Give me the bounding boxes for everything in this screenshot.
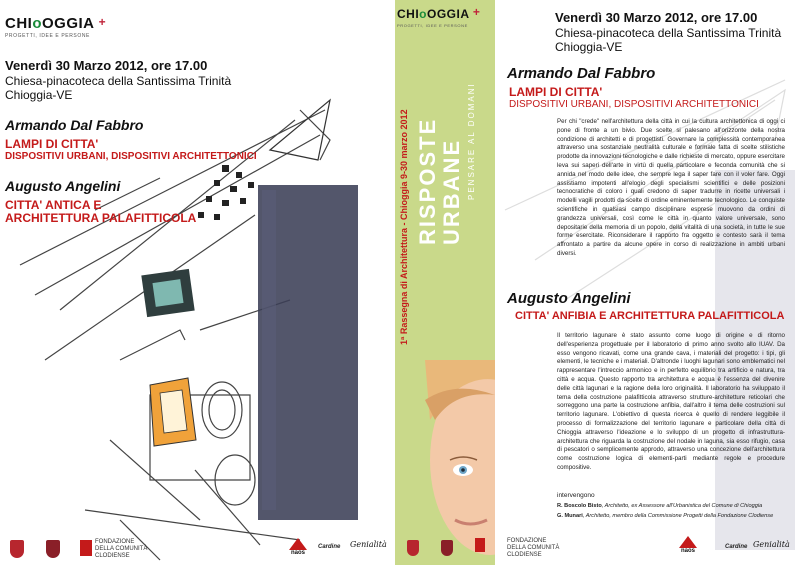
talk-description: Il territorio lagunare è stato assunto come luogo di origine e di ritorno dell'esperienza progettuale per il laboratorio di primo anno svolto allo IUAV. Da esso vengono ricavati, come una grande cava, i materiali del progetto: i tipi, gli elementi, le tecniche e i materiali. D'altronde i luoghi lagunari sono emblematici nel rappresentare l'intreccio armonico e in perfetto equilibrio tra artificio e natura, tra città e acqua. Questo rapporto tra architettura e acqua è l'essenza del divenire delle città lagunari e la ragione della loro originalità. Il laboratorio ha sviluppato il tema della costruzione palafitticola attraverso strutture-architetture reticolari che sorreggono una parte la costruzione anfibia, dall'altro il tema delle costruzioni sul territorio lagunare. L'obiettivo di questa ricerca è quello di rendere leggibile il processo di formalizzazione del territorio lagunare e particolare della città di Chioggia attraverso l'ideazione e lo sviluppo di un progetto di infrastruttura-architettura che riguarda la costruzione del nodale in laguna, sia esso rifugio, casa di pescatori o semplicemente approdo, attraverso una concezione dell'architettura come costruzione logica di elementi-parti mediante regole e procedure compositive. <box>557 332 785 471</box>
spine-band <box>395 0 495 565</box>
event-venue: Chiesa-pinacoteca della Santissima Trinità Chioggia-VE <box>5 74 232 102</box>
sponsor-logo: Genialità <box>350 540 387 549</box>
naos-icon <box>289 538 307 550</box>
brand-name: CHIoOGGIA <box>5 15 94 32</box>
fondazione-logo <box>475 538 485 552</box>
speaker-name: Augusto Angelini <box>5 178 121 194</box>
coat-of-arms-icon <box>10 540 24 558</box>
coat-of-arms-icon <box>407 540 419 556</box>
coat-of-arms-icon <box>46 540 60 558</box>
event-date: Venerdì 30 Marzo 2012, ore 17.00 <box>5 58 208 73</box>
sponsor-logo: Genialità <box>753 540 790 549</box>
talk-subtitle: DISPOSITIVI URBANI, DISPOSITIVI ARCHITETTONICI <box>5 151 257 162</box>
guest-line: G. Munari, Architetto, membro della Commissione Progetti della Fondazione Clodiense <box>557 513 774 519</box>
talk-description: Per chi "crede" nell'architettura della città in cui la cultura architettonica di oggi ci pone di fronte a un bivio. Due scelte si palesano all'orizzonte della nostra condizione di architetti e di progettisti. Governare la complessità contemporanea attraverso una sostanziale neutralità culturale e formale fatta di scelte stilistiche prodotte da innovazioni tecnologiche e dalle richieste di mercato, oppure esercitare leva sui saperi dell'arte in virtù di quella particolare e feconda comunità che si annida nel modo delle idee, che sempre lega il saper fare con il voler fare. Oggi assistiamo impotenti all'elogio degli specialismi scientifici e delle posizioni tecnocratiche di coloro i quali credono di saper tradurre in ricette universali i modelli vagili prodotti da scelte di ordine eminentemente tecnologico. Le conquiste scientifiche in qualsiasi campo disciplinare esprese muovono da ordini di grandezza universali, così come le città in quanto valore universale, sono depositarie della memoria di un popolo, della vitalità di una società, in tutte le sue forme esercitate. Riconsiderare il rapporto fra oggetto e contesto sarà il tema affrontato a partire da alcune opere in corso di realizzazione in ambiti urbani diversi. <box>557 118 785 257</box>
brand-plus: + <box>98 15 106 29</box>
spine-subtitle: PENSARE AL DOMANI <box>467 82 476 200</box>
speaker-name: Armando Dal Fabbro <box>5 117 144 133</box>
event-venue: Chiesa-pinacoteca della Santissima Trinità Chioggia-VE <box>555 26 782 54</box>
left-page: CHIoOGGIA + PROGETTI, IDEE E PERSONE Venerdì 30 Marzo 2012, ore 17.00 Chiesa-pinacoteca della Santissima Trinità Chioggia-VE Armando Dal Fabbro LAMPI DI CITTA' DISPOSITIVI URBANI, DISPOSITIVI ARCHITETTONICI Augusto Angelini CITTA' ANTICA E ARCHITETTURA PALAFITTICOLA FONDAZIONE DELLA COMUNITÀ CLODIENSE naos Cardine Genialità <box>0 0 395 565</box>
naos-logo: naos <box>675 536 701 554</box>
talk-title: LAMPI DI CITTA' <box>5 137 99 151</box>
fondazione-icon <box>80 540 92 556</box>
coat-of-arms-icon <box>441 540 453 556</box>
naos-logo: naos <box>286 538 310 556</box>
speaker-name: Armando Dal Fabbro <box>507 65 656 82</box>
brand-plus: + <box>472 5 480 19</box>
fondazione-icon <box>475 538 485 552</box>
speakers-label: intervengono <box>557 492 595 499</box>
talk-subtitle: DISPOSITIVI URBANI, DISPOSITIVI ARCHITETTONICI <box>509 99 759 110</box>
speaker-name: Augusto Angelini <box>507 290 631 307</box>
brand-name: CHIoOGGIA <box>397 7 470 21</box>
face-photo <box>395 360 495 565</box>
spine-series: 1ª Rassegna di Architettura - Chioggia 9-30 marzo 2012 <box>399 109 409 345</box>
talk-title: CITTA' ANFIBIA E ARCHITETTURA PALAFITTICOLA <box>515 310 785 322</box>
fondazione-logo: FONDAZIONE DELLA COMUNITÀ CLODIENSE <box>507 538 560 558</box>
brand-logo <box>397 5 480 28</box>
brand-logo <box>5 15 106 39</box>
right-page <box>495 0 800 565</box>
brand-tagline: PROGETTI, IDEE E PERSONE <box>5 33 90 39</box>
spine-title: URBANE <box>439 138 464 245</box>
spine-title: RISPOSTE <box>415 117 440 245</box>
naos-icon <box>679 536 697 548</box>
brand-tagline: PROGETTI, IDEE E PERSONE <box>397 23 468 28</box>
cardine-logo: Cardine <box>318 544 341 550</box>
cardine-logo: Cardine <box>725 544 748 550</box>
talk-title: CITTA' ANTICA E ARCHITETTURA PALAFITTICOLA <box>5 198 197 225</box>
talk-title: LAMPI DI CITTA' <box>509 85 603 99</box>
event-date: Venerdì 30 Marzo 2012, ore 17.00 <box>555 10 758 25</box>
guest-line: R. Boscolo Bisto, Architetto, ex Assessore all'Urbanistica del Comune di Chioggia <box>557 503 763 509</box>
